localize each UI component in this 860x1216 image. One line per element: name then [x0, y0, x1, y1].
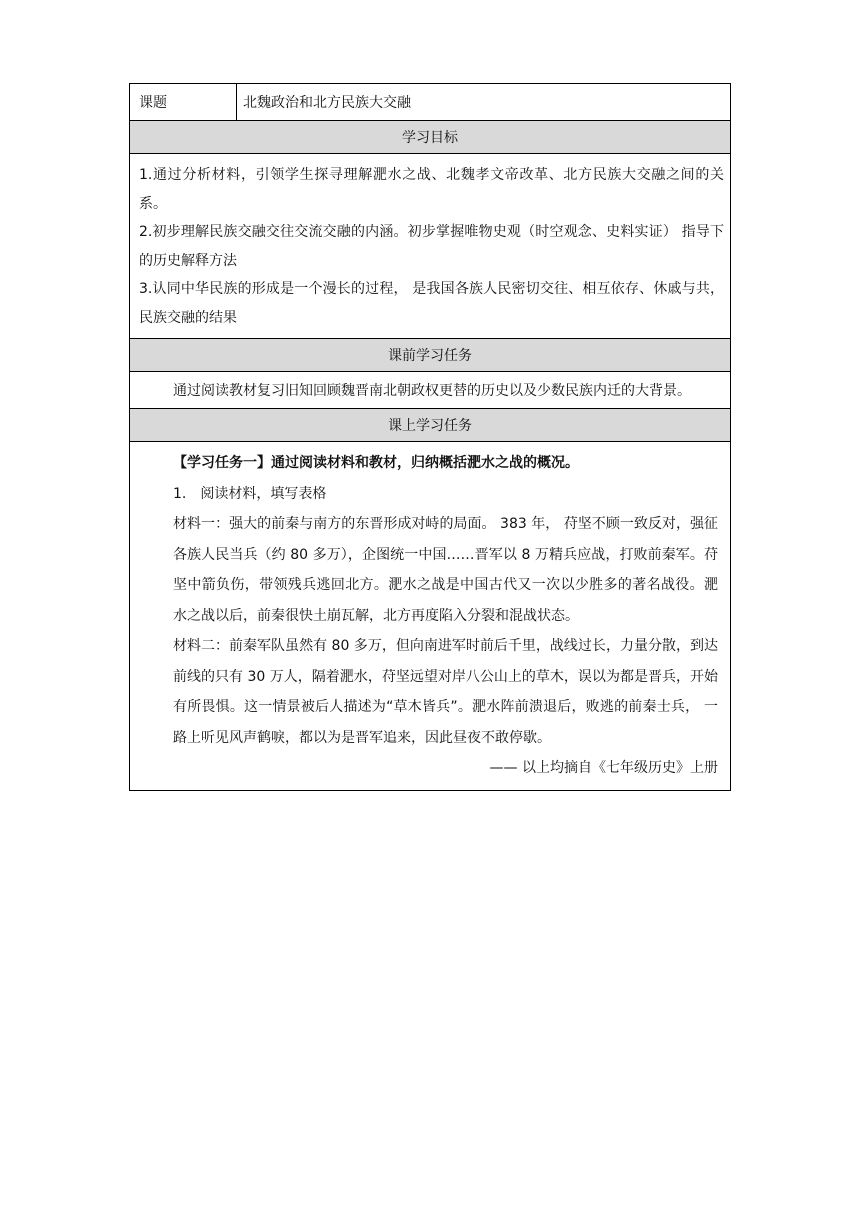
goals-heading: 学习目标 — [130, 121, 731, 154]
pre-class-row — [130, 372, 731, 409]
in-class-heading-row — [130, 409, 731, 442]
pre-class-heading-row — [130, 339, 731, 372]
in-class-content — [130, 442, 731, 791]
topic-label: 课题 — [130, 84, 237, 121]
in-class-row — [130, 442, 731, 791]
goal-item-3: 3.认同中华民族的形成是一个漫长的过程， 是我国各族人民密切交往、相互依存、休戚与共，民族交融的结果 — [139, 281, 724, 326]
goal-item-1: 1.通过分析材料，引领学生探寻理解淝水之战、北魏孝文帝改革、北方民族大交融之间的关系。 — [139, 167, 724, 212]
goals-content — [130, 154, 731, 339]
material-source: —— 以上均摘自《七年级历史》上册 — [489, 760, 718, 776]
goal-item-2: 2.初步理解民族交融交往交流交融的内涵。初步掌握唯物史观（时空观念、史料实证） 指导下的历史解释方法 — [139, 224, 724, 269]
in-class-heading: 课上学习任务 — [130, 409, 731, 442]
lesson-plan-table — [129, 83, 731, 791]
topic-value: 北魏政治和北方民族大交融 — [237, 84, 731, 121]
material-one: 材料一：强大的前秦与南方的东晋形成对峙的局面。 383 年， 苻坚不顾一致反对，强征各族人民当兵（约 80 多万），企图统一中国……晋军以 8 万精兵应战，打败前秦军。苻坚中箭负伤，带领残兵逃回北方。淝水之战是中国古代又一次以少胜多的著名战役。淝水之战以后，前秦很快土崩瓦解，北方再度陷入分裂和混战状态。 — [173, 516, 718, 624]
pre-class-text: 通过阅读教材复习旧知回顾魏晋南北朝政权更替的历史以及少数民族内迁的大背景。 — [130, 372, 731, 409]
task-step-1: 1. 阅读材料，填写表格 — [173, 485, 327, 502]
pre-class-heading: 课前学习任务 — [130, 339, 731, 372]
material-two: 材料二：前秦军队虽然有 80 多万，但向南进军时前后千里，战线过长，力量分散，到达前线的只有 30 万人，隔着淝水，苻坚远望对岸八公山上的草木，误以为都是晋兵，开始有所畏惧。这一情景被后人描述为“草木皆兵”。淝水阵前溃退后，败逃的前秦士兵， 一路上听见风声鹤唳，都以为是晋军追来，因此昼夜不敢停歇。 — [173, 638, 718, 746]
goals-row — [130, 154, 731, 339]
goals-heading-row — [130, 121, 731, 154]
topic-row — [130, 84, 731, 121]
task-one-title: 【学习任务一】通过阅读材料和教材，归纳概括淝水之战的概况。 — [173, 455, 579, 471]
